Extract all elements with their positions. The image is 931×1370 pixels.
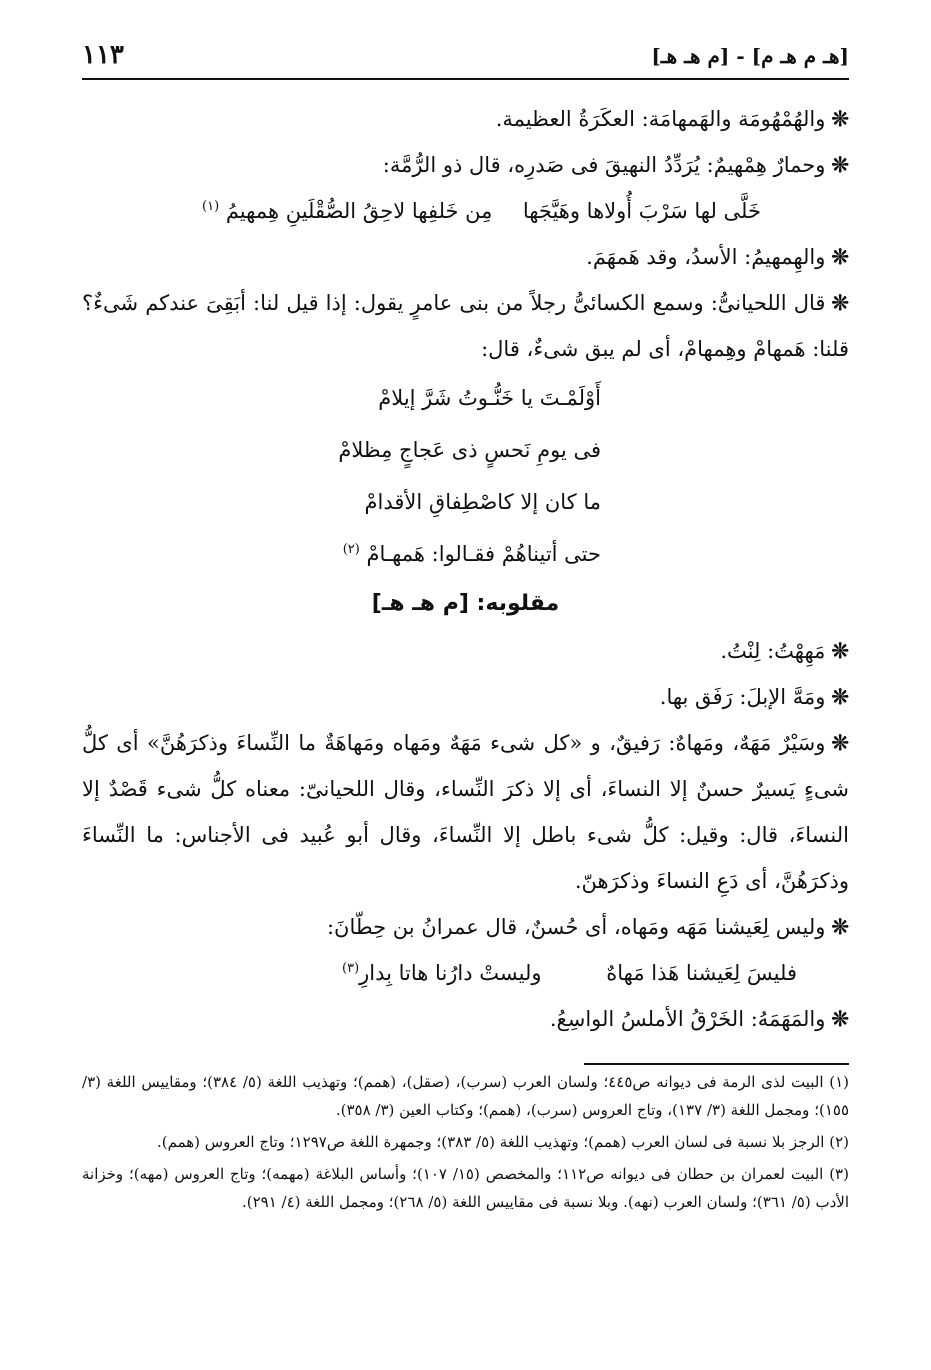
footnote-1: (١) البيت لذى الرمة فى ديوانه ص٤٤٥؛ ولسان العرب (سرب)، (صقل)، (همم)؛ وتهذيب اللغة (٥/ ٣٨٤)؛ ومقاييس اللغة (٣/ ١٥٥)؛ ومجمل اللغة (٣/ ١٣٧)، وتاج العروس (سرب)، (همم)؛ وكتاب العين (٣/ ٣٥٨). xyxy=(82,1073,849,1119)
verse-second-hemistich: وليستْ دارُنا هاتا بِدارِ$^{(٣)}$ xyxy=(342,961,542,985)
running-title: [هـ م هـ م] - [م هـ هـ] xyxy=(651,44,849,68)
header-rule xyxy=(82,78,849,80)
footnote-ref[interactable]: (١) xyxy=(202,199,220,214)
asterisk-icon: ❊ xyxy=(831,730,849,755)
asterisk-icon: ❊ xyxy=(831,684,849,709)
footnote-2: (٢) الرجز بلا نسبة فى لسان العرب (همم)؛ وتهذيب اللغة (٥/ ٣٨٣)؛ وجمهرة اللغة ص١٢٩٧؛ وتاج العروس (همم). xyxy=(156,1133,849,1151)
footnote-ref[interactable]: (٢) xyxy=(342,542,360,557)
entry-line: ❊والهُمْهُومَة والهَمهامَة: العكَرَةُ العظيمة. xyxy=(495,106,849,131)
entry-line: ❊وليس لِعَيشنا مَهَه ومَهاه، أى حُسنٌ، قال عمرانُ بن حِطّانَ: xyxy=(326,914,849,939)
asterisk-icon: ❊ xyxy=(831,1006,849,1031)
entry-line: ❊مَهِهْتُ: لِنْتُ. xyxy=(720,638,849,663)
page-number: ١١٣ xyxy=(82,40,124,70)
verse-first-hemistich: فليسَ لِعَيشنا هَذا مَهاهٌ xyxy=(606,961,797,985)
entry-line: ❊ومَهَّ الإبلَ: رَفَق بها. xyxy=(659,684,849,709)
asterisk-icon: ❊ xyxy=(831,152,849,177)
asterisk-icon: ❊ xyxy=(831,106,849,131)
section-subheading: مقلوبه: [م هـ هـ] xyxy=(371,591,560,616)
entry-line: ❊والهِمهيمُ: الأسدُ، وقد هَمهَمَ. xyxy=(586,244,849,269)
verse-second-hemistich: مِن خَلفِها لاحِقُ الصُّقْلَينِ هِمهيمُ $^{(١)}$ xyxy=(202,199,493,223)
rajaz-poem xyxy=(82,372,849,580)
entry-paragraph: ❊قال اللحيانىُّ: وسمع الكسائىُّ رجلاً من بنى عامرٍ يقول: إذا قيل لنا: أبَقِىَ عندكم شَىءٌ؟ قلنا: هَمهامْ وهِمهامْ، أى لم يبق شىءٌ، قال: xyxy=(82,290,849,361)
footnote-3: (٣) البيت لعمران بن حطان فى ديوانه ص١١٢؛ والمخصص (١٥/ ١٠٧)؛ وأساس البلاغة (مهمه)؛ وتاج العروس (مهه)؛ وخزانة الأدب (٥/ ٣٦١)؛ ولسان العرب (نهه). وبلا نسبة فى مقاييس اللغة (٥/ ٢٦٨)؛ ومجمل اللغة (٤/ ٢٩١). xyxy=(82,1165,849,1211)
main-text xyxy=(82,96,849,1042)
rajaz-line: أَوْلَمْـتَ يا خَنُّـوتُ شَرَّ إيلامْ xyxy=(378,386,601,410)
rajaz-line: ما كان إلا كاصْطِفاقِ الأقدامْ xyxy=(364,490,601,514)
asterisk-icon: ❊ xyxy=(831,244,849,269)
page-header xyxy=(82,38,849,72)
asterisk-icon: ❊ xyxy=(831,914,849,939)
footnote-rule xyxy=(584,1063,849,1065)
entry-line: ❊والمَهَمَهُ: الخَرْقُ الأملسُ الواسِعُ. xyxy=(549,1006,849,1031)
poem-verse xyxy=(82,950,849,996)
verse-first-hemistich: خَلَّى لها سَرْبَ أُولاها وهَيَّجَها xyxy=(522,199,761,223)
footnotes xyxy=(82,1068,849,1220)
entry-paragraph: ❊وسَيْرٌ مَهَهٌ، ومَهاهٌ: رَفيقٌ، و «كل شىء مَهَهٌ ومَهاه ومَهاهَةٌ ما النِّساءَ وذكرَهُنَّ» أى كلُّ شىءٍ يَسيرٌ حسنٌ إلا النساءَ، أى إلا ذكرَ النِّساء، وقال اللحيانىّ: معناه كلُّ شىء قَصْدٌ إلا النساءَ، قال: وقيل: كلُّ شىء باطل إلا النِّساءَ، وقال أبو عُبيد فى الأجناس: ما النِّساءَ وذكرَهُنَّ، أى دَعِ النساءَ وذكرَهنّ. xyxy=(82,730,850,893)
asterisk-icon: ❊ xyxy=(831,638,849,663)
footnote-ref[interactable]: (٣) xyxy=(342,961,360,976)
asterisk-icon: ❊ xyxy=(831,290,849,315)
rajaz-line: فى يومِ نَحسٍ ذى عَجاجٍ مِظلامْ xyxy=(338,438,601,462)
poem-verse xyxy=(82,188,849,234)
entry-line: ❊وحمارٌ هِمْهيمٌ: يُرَدِّدُ النهيقَ فى صَدرِه، قال ذو الرُّمَّة: xyxy=(382,152,849,177)
rajaz-line: حتى أتيناهُمْ فقـالوا: هَمهـامْ $^{(٢)}$ xyxy=(342,542,601,566)
